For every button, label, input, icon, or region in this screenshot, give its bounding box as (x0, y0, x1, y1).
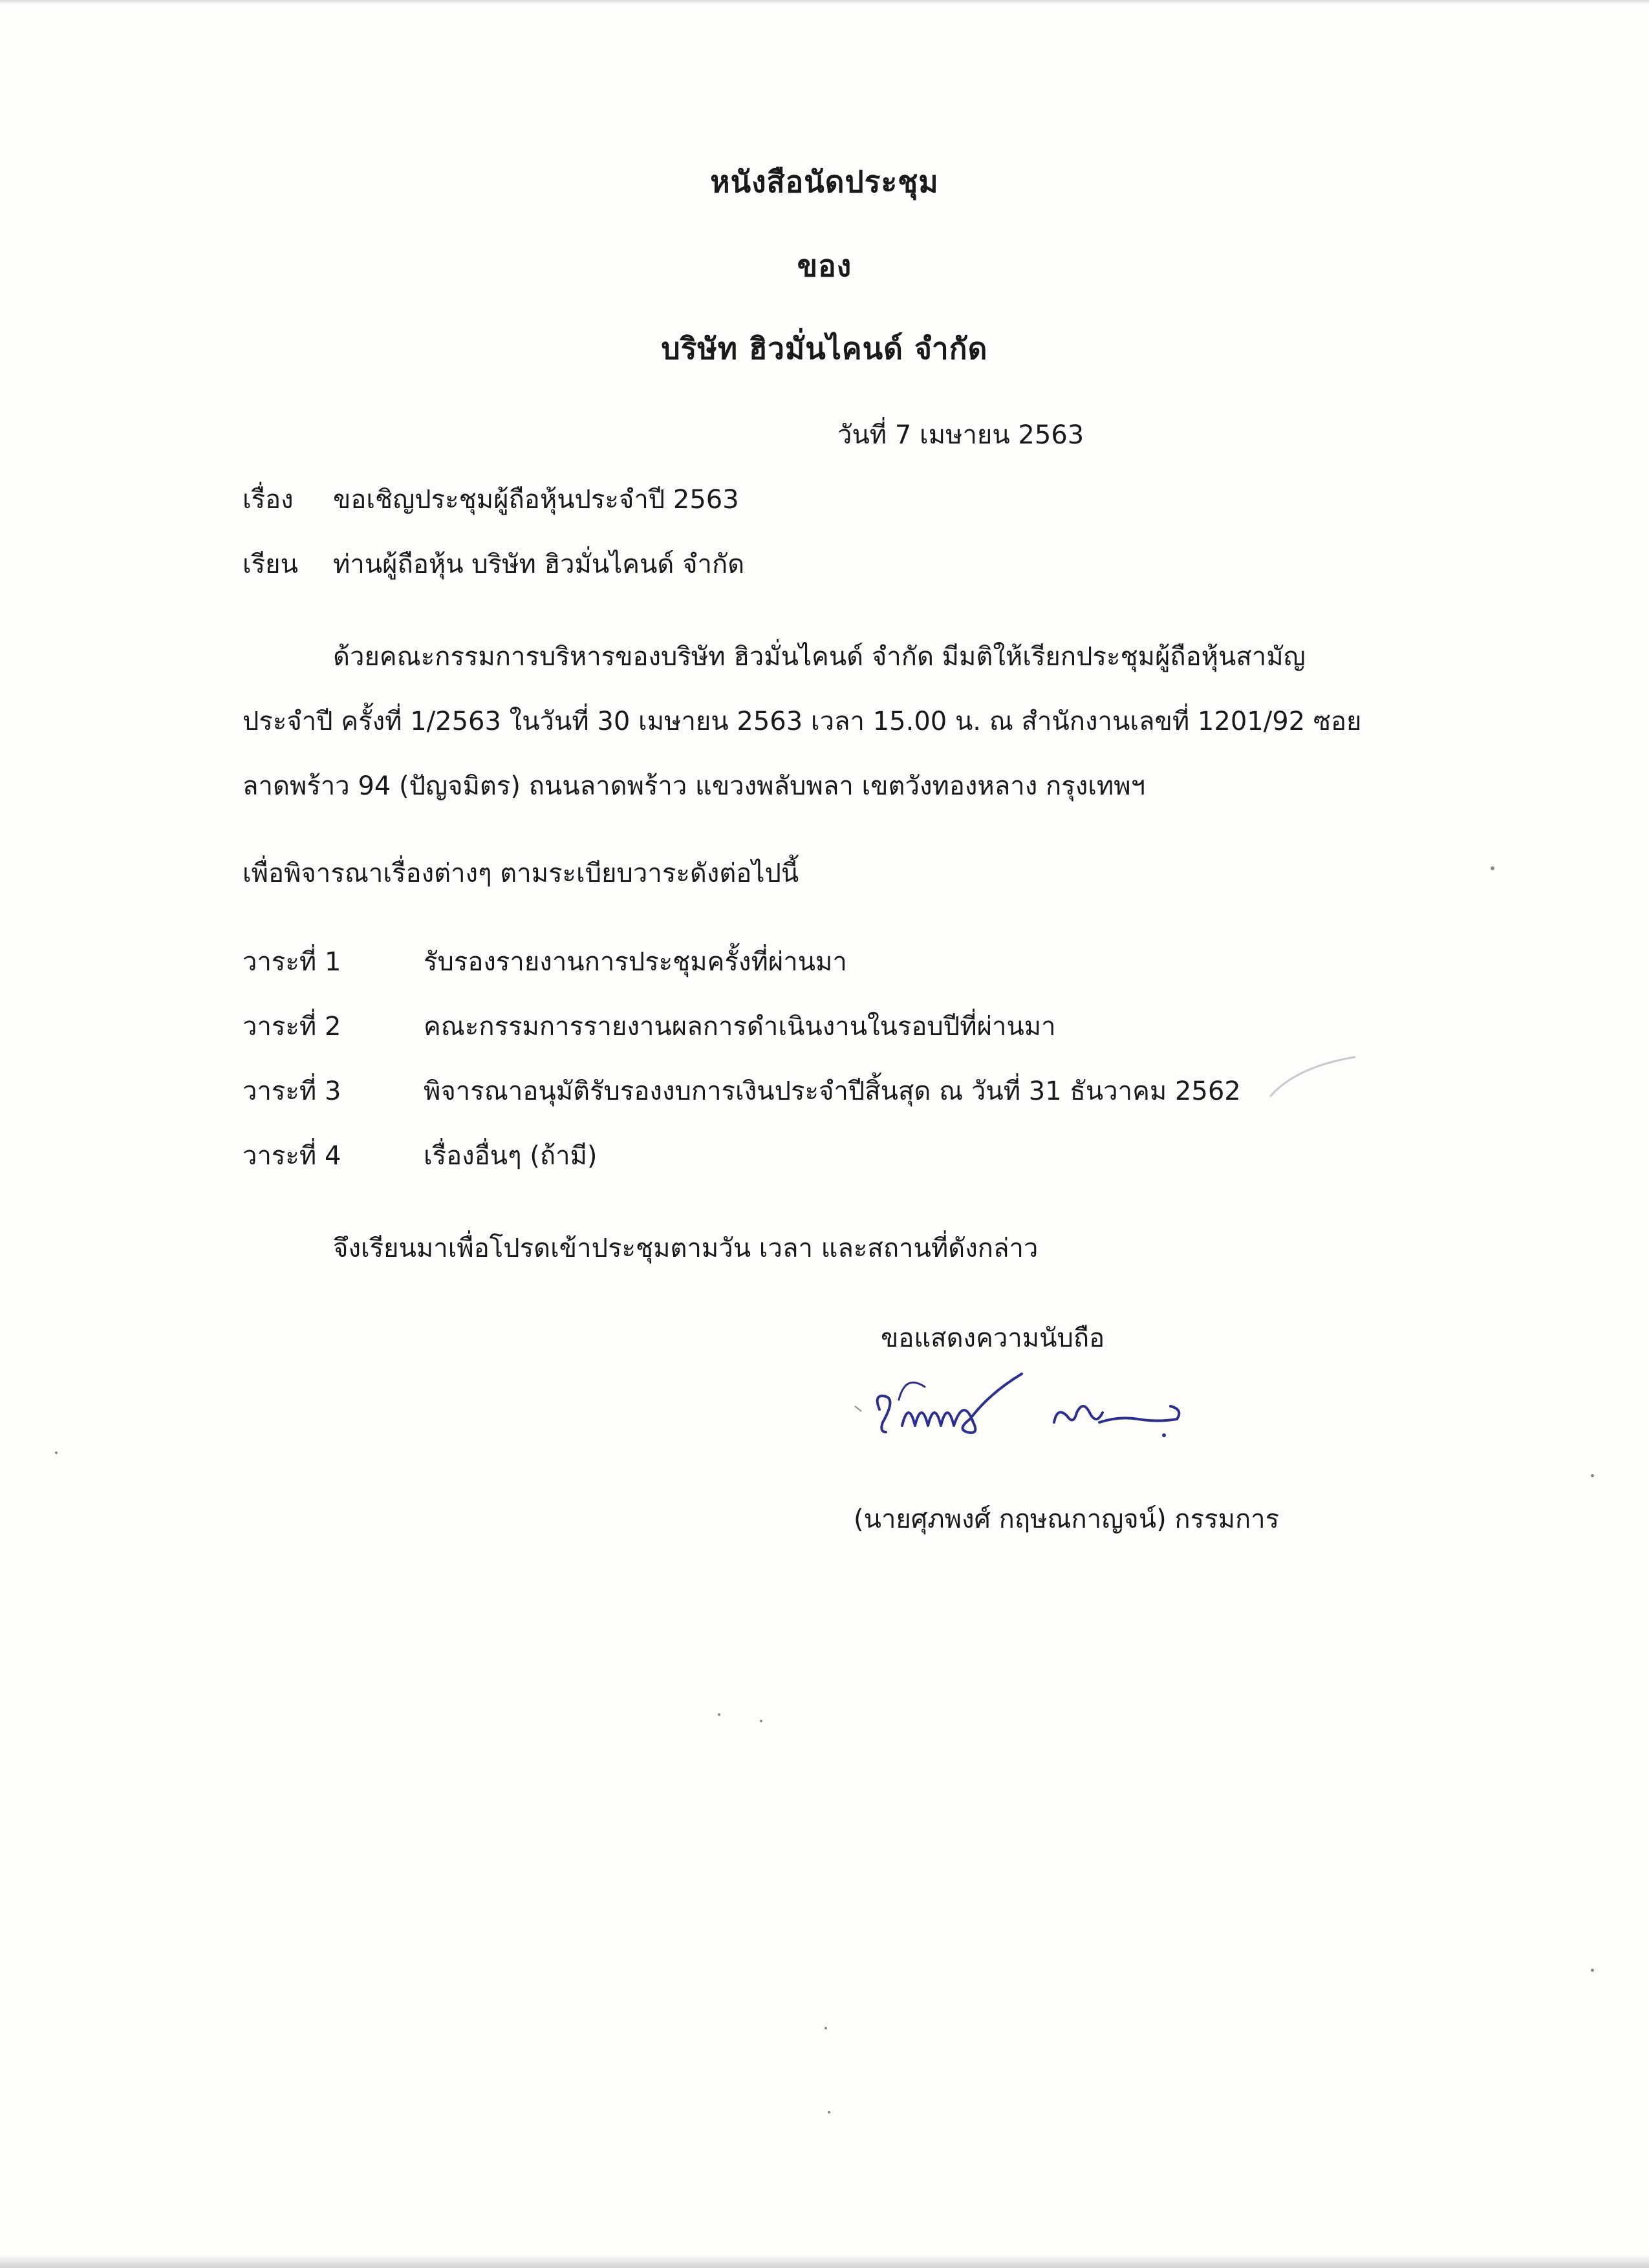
scan-edge-top (0, 0, 1649, 4)
scan-speck (760, 1720, 762, 1722)
scan-speck (1591, 1969, 1594, 1972)
sign-off: ขอแสดงความนับถือ (881, 1323, 1105, 1353)
body-line-3: ลาดพร้าว 94 (ปัญจมิตร) ถนนลาดพร้าว แขวงพลับพลา เขตวังทองหลาง กรุงเทพฯ (242, 771, 1146, 801)
agenda-label-3: วาระที่ 3 (242, 1076, 341, 1106)
closing-line: จึงเรียนมาเพื่อโปรดเข้าประชุมตามวัน เวลา และสถานที่ดังกล่าว (333, 1234, 1039, 1263)
agenda-label-4: วาระที่ 4 (242, 1141, 341, 1171)
scan-speck (55, 1451, 58, 1454)
company-name: บริษัท ฮิวมั่นไคนด์ จำกัด (661, 331, 988, 366)
agenda-intro: เพื่อพิจารณาเรื่องต่างๆ ตามระเบียบวาระดังต่อไปนี้ (242, 859, 799, 888)
handwritten-signature (841, 1364, 1203, 1461)
subject-text: ขอเชิญประชุมผู้ถือหุ้นประจำปี 2563 (333, 485, 739, 515)
to-label: เรียน (242, 550, 298, 579)
scan-edge-bottom (0, 2255, 1649, 2268)
scan-speck (828, 2111, 830, 2113)
body-line-2: ประจำปี ครั้งที่ 1/2563 ในวันที่ 30 เมษายน 2563 เวลา 15.00 น. ณ สำนักงานเลขที่ 1201/92 ซอย (242, 707, 1362, 736)
agenda-label-2: วาระที่ 2 (242, 1012, 341, 1042)
date-line: วันที่ 7 เมษายน 2563 (837, 420, 1084, 450)
scan-speck (1491, 866, 1494, 870)
subject-label: เรื่อง (242, 485, 294, 515)
body-line-1: ด้วยคณะกรรมการบริหารของบริษัท ฮิวมั่นไคนด์ จำกัด มีมติให้เรียกประชุมผู้ถือหุ้นสามัญ (333, 642, 1306, 672)
agenda-text-1: รับรองรายงานการประชุมครั้งที่ผ่านมา (424, 947, 847, 977)
scan-speck (824, 2027, 827, 2029)
scan-mark (1267, 1051, 1358, 1102)
document-title: หนังสือนัดประชุม (710, 164, 939, 199)
agenda-text-3: พิจารณาอนุมัติรับรองงบการเงินประจำปีสิ้นสุด ณ วันที่ 31 ธันวาคม 2562 (424, 1076, 1241, 1106)
title-of: ของ (797, 248, 852, 283)
to-text: ท่านผู้ถือหุ้น บริษัท ฮิวมั่นไคนด์ จำกัด (333, 550, 745, 579)
agenda-label-1: วาระที่ 1 (242, 947, 341, 977)
scan-speck (718, 1713, 720, 1716)
agenda-text-4: เรื่องอื่นๆ (ถ้ามี) (424, 1141, 598, 1171)
agenda-text-2: คณะกรรมการรายงานผลการดำเนินงานในรอบปีที่ผ่านมา (424, 1012, 1056, 1042)
scan-speck (1591, 1474, 1594, 1477)
signatory-name: (นายศุภพงศ์ กฤษณกาญจน์) กรรมการ (854, 1504, 1280, 1534)
